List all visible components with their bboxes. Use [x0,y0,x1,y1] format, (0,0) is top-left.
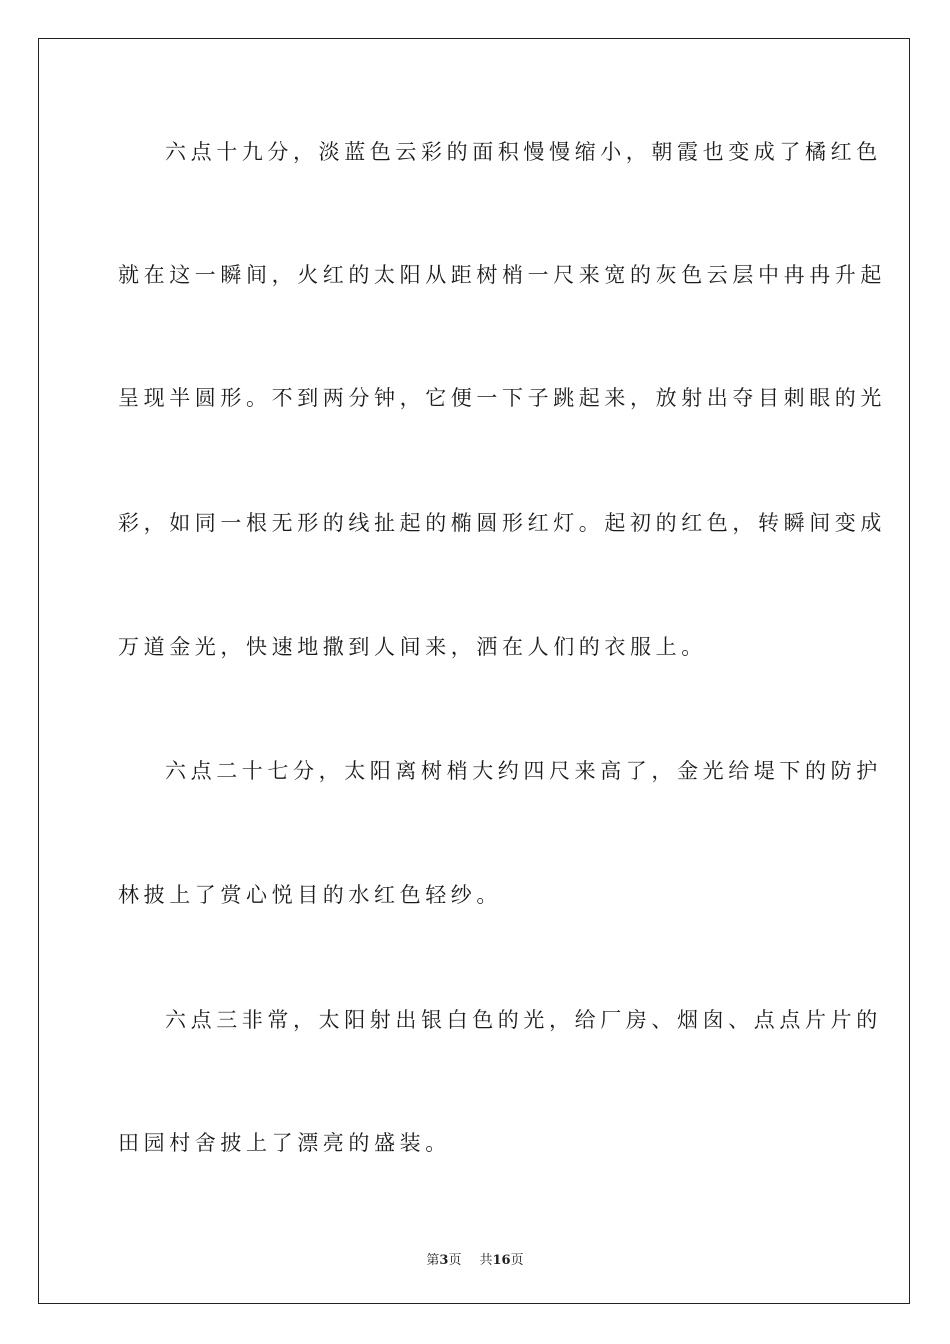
paragraph-line: 田园村舍披上了漂亮的盛装。 [118,1131,451,1155]
paragraph-line: 就在这一瞬间，火红的太阳从距树梢一尺来宽的灰色云层中冉冉升起 [118,263,886,287]
page-footer [0,1249,950,1268]
total-page-count: 16 [492,1253,511,1268]
total-prefix: 共 [479,1253,493,1268]
page-prefix: 第 [426,1253,440,1268]
paragraph-line: 六点二十七分，太阳离树梢大约四尺来高了，金光给堤下的防护 [165,759,882,783]
current-page-number: 3 [439,1253,449,1268]
paragraph-line: 林披上了赏心悦目的水红色轻纱。 [118,883,502,907]
paragraph-line: 万道金光，快速地撒到人间来，洒在人们的衣服上。 [118,635,707,659]
page-unit: 页 [448,1253,462,1268]
paragraph-line: 六点十九分，淡蓝色云彩的面积慢慢缩小，朝霞也变成了橘红色 [165,140,882,164]
paragraph-line: 呈现半圆形。不到两分钟，它便一下子跳起来，放射出夺目刺眼的光 [118,386,886,410]
total-unit: 页 [510,1253,524,1268]
page-border [38,38,910,1304]
paragraph-line: 彩，如同一根无形的线扯起的椭圆形红灯。起初的红色，转瞬间变成 [118,511,886,535]
paragraph-line: 六点三非常，太阳射出银白色的光，给厂房、烟囱、点点片片的 [165,1008,882,1032]
